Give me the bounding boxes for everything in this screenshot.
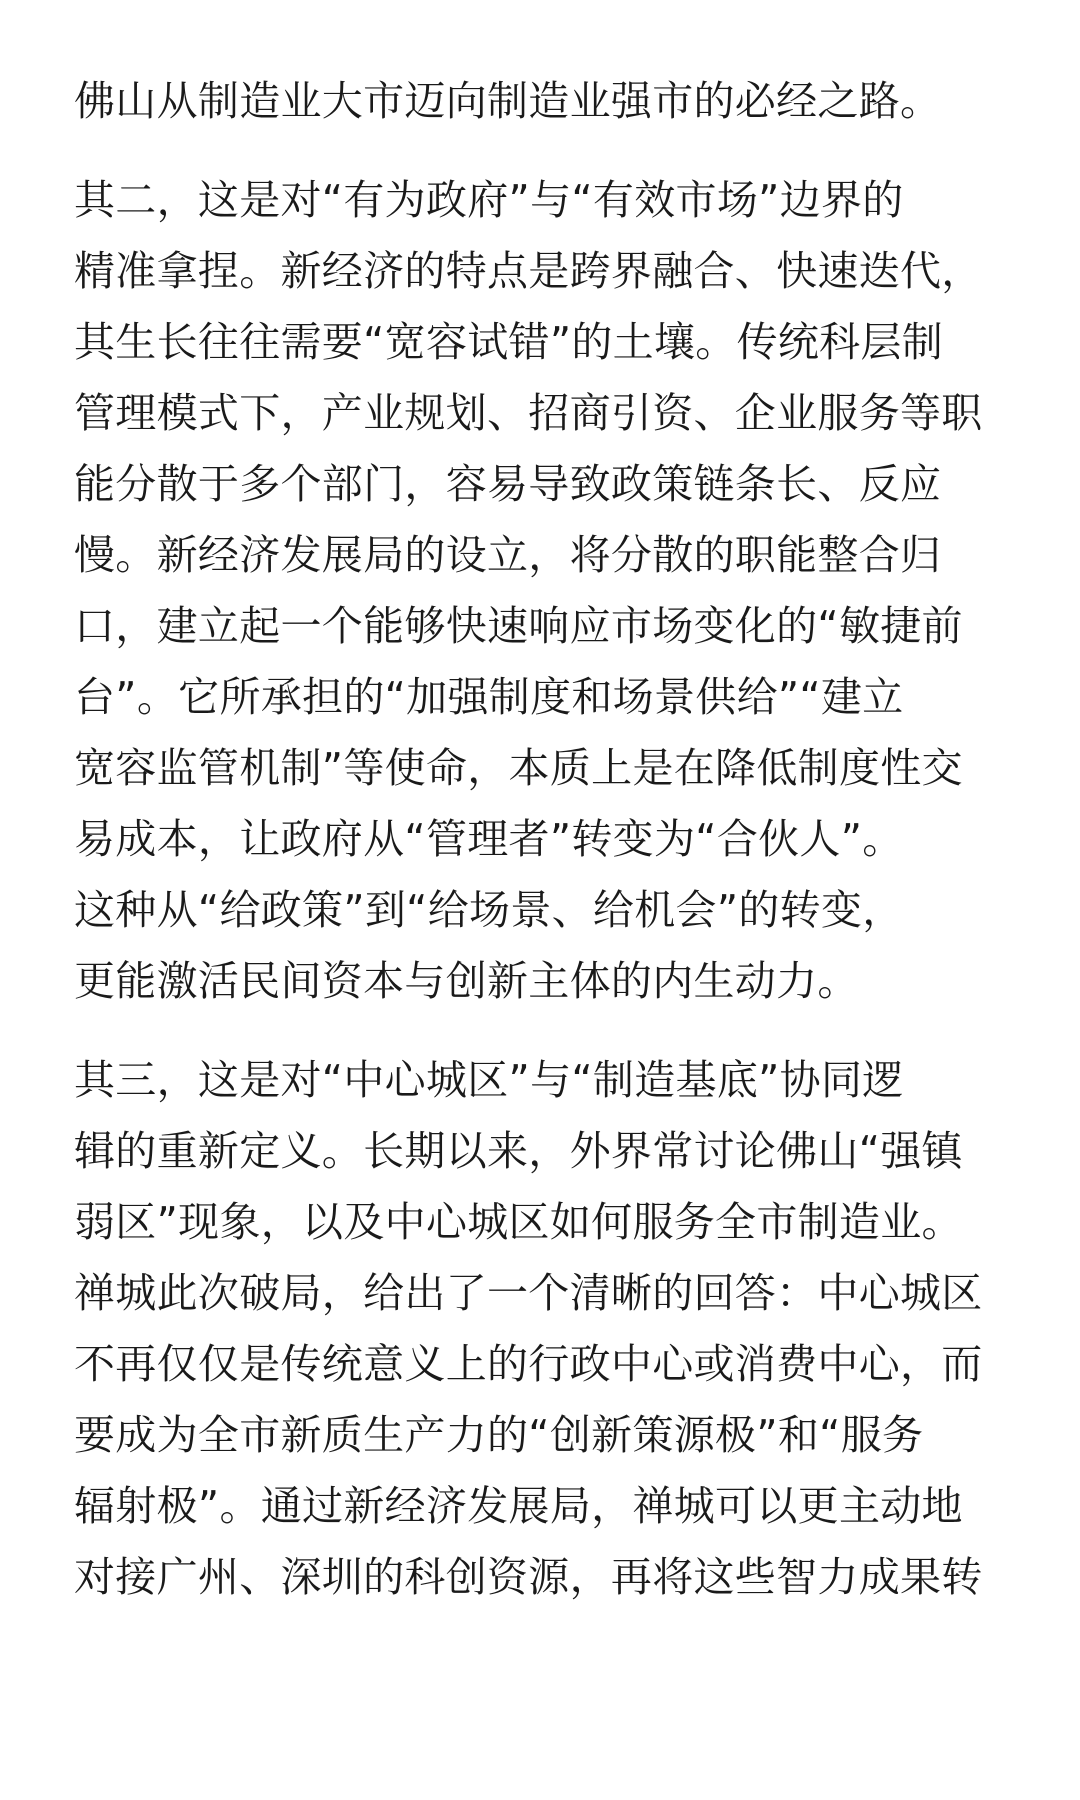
paragraph-1 <box>74 66 1014 137</box>
text-line: 慢。新经济发展局的设立，将分散的职能整合归 <box>74 531 942 579</box>
paragraph-3 <box>74 1045 1014 1613</box>
text-line: 易成本，让政府从“管理者”转变为“合伙人”。 <box>74 815 904 863</box>
text-line: 弱区”现象，以及中心城区如何服务全市制造业。 <box>74 1198 963 1246</box>
text-line: 辑的重新定义。长期以来，外界常讨论佛山“强镇 <box>74 1127 963 1175</box>
text-line: 更能激活民间资本与创新主体的内生动力。 <box>74 957 859 1005</box>
text-line: 不再仅仅是传统意义上的行政中心或消费中心，而 <box>74 1340 983 1388</box>
text-line: 禅城此次破局，给出了一个清晰的回答：中心城区 <box>74 1269 983 1317</box>
text-line: 其二，这是对“有为政府”与“有效市场”边界的 <box>74 176 904 224</box>
text-line: 对接广州、深圳的科创资源，再将这些智力成果转 <box>74 1553 983 1601</box>
text-line: 口，建立起一个能够快速响应市场变化的“敏捷前 <box>74 602 963 650</box>
text-line: 其生长往往需要“宽容试错”的土壤。传统科层制 <box>74 318 944 366</box>
paragraph-2 <box>74 165 1014 1017</box>
text-line: 台”。它所承担的“加强制度和场景供给”“建立 <box>74 673 904 721</box>
text-line: 能分散于多个部门，容易导致政策链条长、反应 <box>74 460 942 508</box>
text-line: 要成为全市新质生产力的“创新策源极”和“服务 <box>74 1411 924 1459</box>
article-body <box>74 66 1014 1641</box>
text-line: 管理模式下，产业规划、招商引资、企业服务等职 <box>74 389 983 437</box>
text-line: 佛山从制造业大市迈向制造业强市的必经之路。 <box>74 77 942 125</box>
text-line: 其三，这是对“中心城区”与“制造基底”协同逻 <box>74 1056 904 1104</box>
text-line: 精准拿捏。新经济的特点是跨界融合、快速迭代， <box>74 247 983 295</box>
text-line: 宽容监管机制”等使命，本质上是在降低制度性交 <box>74 744 963 792</box>
text-line: 这种从“给政策”到“给场景、给机会”的转变， <box>74 886 904 934</box>
text-line: 辐射极”。通过新经济发展局，禅城可以更主动地 <box>74 1482 963 1530</box>
